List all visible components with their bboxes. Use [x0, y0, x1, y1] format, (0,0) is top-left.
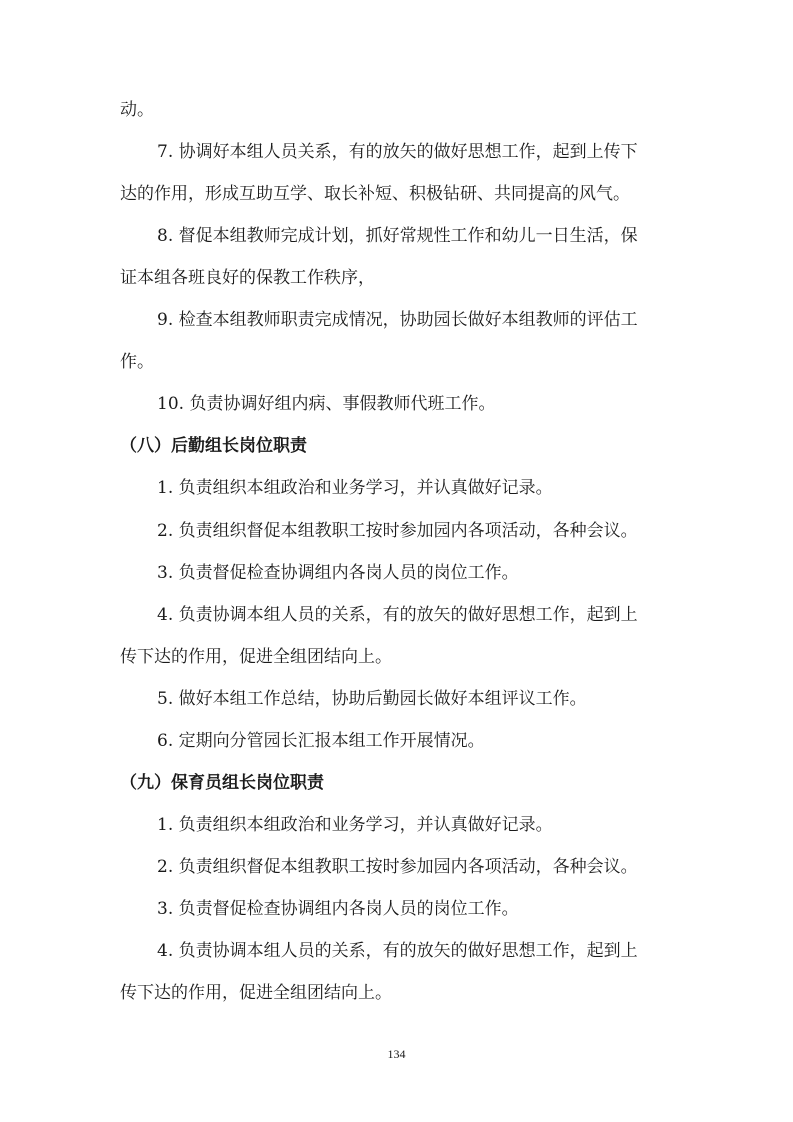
text-line: 传下达的作用，促进全组团结向上。 [120, 983, 392, 1003]
text-line: 6. 定期向分管园长汇报本组工作开展情况。 [157, 731, 485, 751]
text-line: 7. 协调好本组人员关系，有的放矢的做好思想工作，起到上传下 [157, 142, 638, 162]
section-heading: （九）保育员组长岗位职责 [120, 773, 324, 793]
text-line: 1. 负责组织本组政治和业务学习，并认真做好记录。 [157, 815, 553, 835]
text-line: 动。 [120, 100, 154, 120]
text-line: 传下达的作用，促进全组团结向上。 [120, 647, 392, 667]
text-line: 10. 负责协调好组内病、事假教师代班工作。 [157, 394, 496, 414]
text-line: 8. 督促本组教师完成计划，抓好常规性工作和幼儿一日生活，保 [157, 226, 638, 246]
text-line: 作。 [120, 352, 154, 372]
text-line: 2. 负责组织督促本组教职工按时参加园内各项活动，各种会议。 [157, 857, 638, 877]
text-line: 2. 负责组织督促本组教职工按时参加园内各项活动，各种会议。 [157, 521, 638, 541]
text-line: 4. 负责协调本组人员的关系，有的放矢的做好思想工作，起到上 [157, 605, 638, 625]
text-line: 4. 负责协调本组人员的关系，有的放矢的做好思想工作，起到上 [157, 941, 638, 961]
text-line: 5. 做好本组工作总结，协助后勤园长做好本组评议工作。 [157, 689, 587, 709]
text-line: 1. 负责组织本组政治和业务学习，并认真做好记录。 [157, 478, 553, 498]
text-line: 3. 负责督促检查协调组内各岗人员的岗位工作。 [157, 563, 519, 583]
text-line: 9. 检查本组教师职责完成情况，协助园长做好本组教师的评估工 [157, 310, 638, 330]
text-line: 达的作用，形成互助互学、取长补短、积极钻研、共同提高的风气。 [120, 184, 630, 204]
section-heading: （八）后勤组长岗位职责 [120, 436, 307, 456]
text-line: 3. 负责督促检查协调组内各岗人员的岗位工作。 [157, 899, 519, 919]
page-number: 134 [387, 1047, 406, 1061]
text-line: 证本组各班良好的保教工作秩序， [120, 268, 375, 288]
